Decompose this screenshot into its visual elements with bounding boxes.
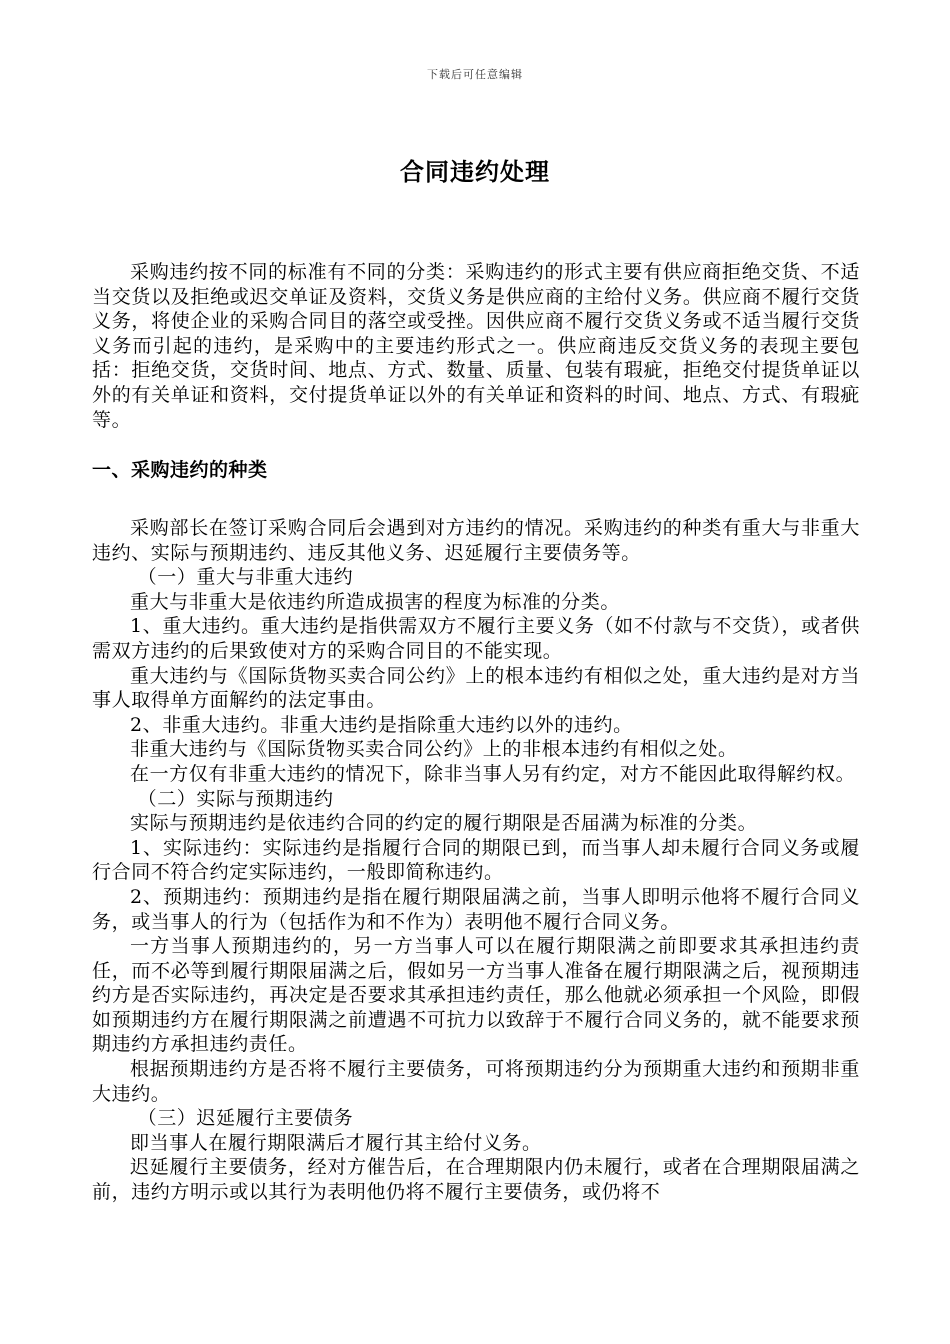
- intro-section: [92, 260, 860, 432]
- paragraph: 重大与非重大是依违约所造成损害的程度为标准的分类。: [130, 590, 621, 613]
- paragraph: 采购部长在签订采购合同后会遇到对方违约的情况。采购违约的种类有重大与非重大违约、实际与预期违约、违反其他义务、迟延履行主要债务等。: [92, 517, 860, 564]
- paragraph: 即当事人在履行期限满后才履行其主给付义务。: [130, 1131, 542, 1154]
- paragraph: 1、重大违约。重大违约是指供需双方不履行主要义务（如不付款与不交货），或者供需双方违约的后果致使对方的采购合同目的不能实现。: [92, 615, 860, 662]
- paragraph: 2、预期违约：预期违约是指在履行期限届满之前，当事人即明示他将不履行合同义务，或当事人的行为（包括作为和不作为）表明他不履行合同义务。: [92, 885, 860, 933]
- subheading: （二）实际与预期违约: [137, 787, 334, 810]
- section1-body: [92, 516, 860, 1205]
- paragraph: 迟延履行主要债务，经对方催告后，在合理期限内仍未履行，或者在合理期限届满之前，违约方明示或以其行为表明他仍将不履行主要债务，或仍将不: [92, 1156, 860, 1204]
- intro-paragraph: 采购违约按不同的标准有不同的分类：采购违约的形式主要有供应商拒绝交货、不适当交货以及拒绝或迟交单证及资料，交货义务是供应商的主给付义务。供应商不履行交货义务，将使企业的采购合同目的落空或受挫。因供应商不履行交货义务或不适当履行交货义务而引起的违约，是采购中的主要违约形式之一。供应商违反交货义务的表现主要包括：拒绝交货，交货时间、地点、方式、数量、质量、包装有瑕疵，拒绝交付提货单证以外的有关单证和资料，交付提货单证以外的有关单证和资料的时间、地点、方式、有瑕疵等。: [92, 261, 860, 431]
- paragraph: 一方当事人预期违约的，另一方当事人可以在履行期限满之前即要求其承担违约责任，而不必等到履行期限届满之后，假如另一方当事人准备在履行期限满之后，视预期违约方是否实际违约，再决定是否要求其承担违约责任，那么他就必须承担一个风险，即假如预期违约方在履行期限满之前遭遇不可抗力以致辞于不履行合同义务的，就不能要求预期违约方承担违约责任。: [92, 935, 860, 1056]
- paragraph: 非重大违约与《国际货物买卖合同公约》上的非根本违约有相似之处。: [130, 738, 738, 761]
- paragraph: 在一方仅有非重大违约的情况下，除非当事人另有约定，对方不能因此取得解约权。: [130, 762, 856, 785]
- paragraph: 重大违约与《国际货物买卖合同公约》上的根本违约有相似之处，重大违约是对方当事人取得单方面解约的法定事由。: [92, 664, 860, 712]
- paragraph: 1、实际违约：实际违约是指履行合同的期限已到，而当事人却未履行合同义务或履行合同不符合约定实际违约，一般即简称违约。: [92, 836, 860, 884]
- paragraph: 2、非重大违约。非重大违约是指除重大违约以外的违约。: [130, 713, 633, 736]
- paragraph: 根据预期违约方是否将不履行主要债务，可将预期违约分为预期重大违约和预期非重大违约。: [92, 1058, 860, 1105]
- subheading: （三）迟延履行主要债务: [137, 1107, 354, 1130]
- page-header: 下载后可任意编辑: [427, 68, 523, 81]
- paragraph: 实际与预期违约是依违约合同的约定的履行期限是否届满为标准的分类。: [130, 812, 758, 835]
- subheading: （一）重大与非重大违约: [137, 566, 354, 589]
- document-title: 合同违约处理: [400, 158, 550, 186]
- section-heading: 一、采购违约的种类: [92, 459, 268, 481]
